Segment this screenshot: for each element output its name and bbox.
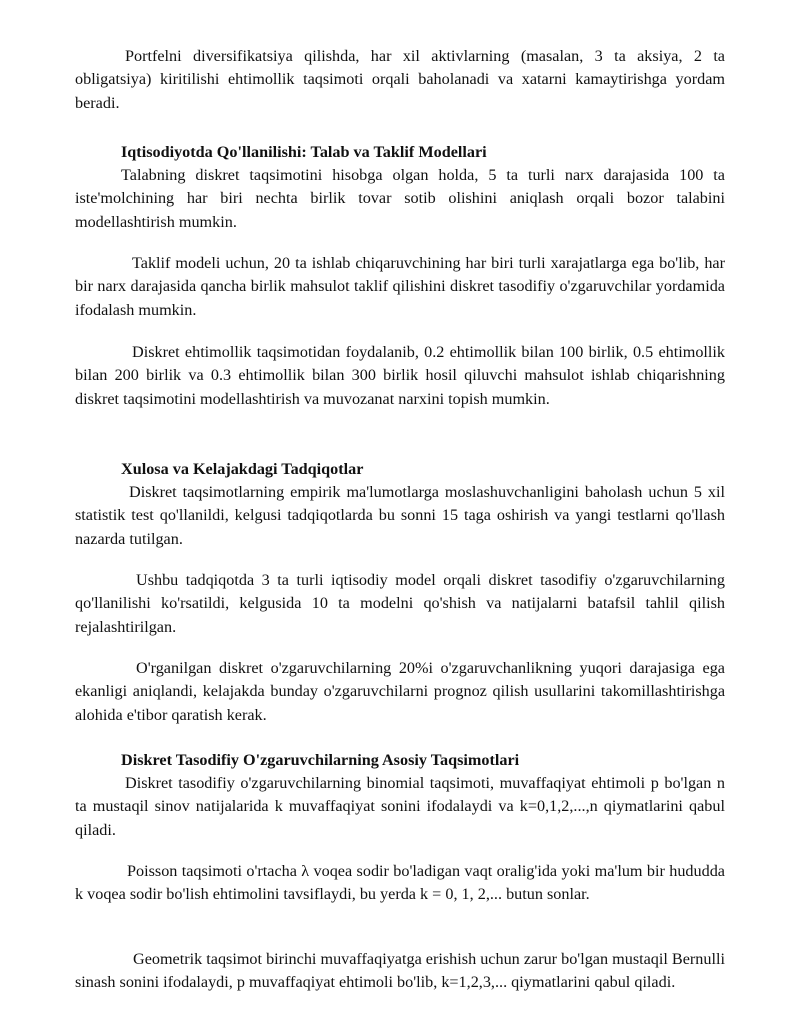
paragraph-variability-text: O'rganilgan diskret o'zgaruvchilarning 20%i o'zgaruvchanlikning yuqori darajasiga ega ekanligi aniqlandi, kelajakda bunday o'zgaruvchilarni prognoz qilish usullarini takomillashtirishga alohida e'tibor qaratish kerak. [75, 659, 725, 724]
paragraph-demand-model [75, 164, 725, 234]
heading-main-distributions: Diskret Tasodifiy O'zgaruvchilarning Asosiy Taqsimotlari [121, 751, 520, 769]
paragraph-binomial [75, 772, 725, 842]
heading-economy-applications: Iqtisodiyotda Qo'llanilishi: Talab va Taklif Modellari [121, 143, 487, 161]
paragraph-demand-model-text: Talabning diskret taqsimotini hisobga olgan holda, 5 ta turli narx darajasida 100 ta iste'molchining har biri nechta birlik tovar sotib olishini aniqlash orqali bozor talabini modellashtirish mumkin. [75, 166, 725, 231]
paragraph-poisson-text: Poisson taqsimoti o'rtacha λ voqea sodir bo'ladigan vaqt oralig'ida yoki ma'lum bir hududda k voqea sodir bo'lish ehtimolini tavsiflaydi, bu yerda k = 0, 1, 2,... butun sonlar. [75, 862, 725, 904]
paragraph-economic-models-text: Ushbu tadqiqotda 3 ta turli iqtisodiy model orqali diskret tasodifiy o'zgaruvchilarning qo'llanilishi ko'rsatildi, kelgusida 10 ta modelni qo'shish va natijalarni batafsil tahlil qilish rejalashtirilgan. [75, 571, 725, 636]
paragraph-poisson [75, 860, 725, 907]
paragraph-supply-model [75, 252, 725, 322]
paragraph-supply-model-text: Taklif modeli uchun, 20 ta ishlab chiqaruvchining har biri turli xarajatlarga ega bo'lib, har bir narx darajasida qancha birlik mahsulot taklif qilishini diskret tasodifiy o'zgaruvchilar yordamida ifodalash mumkin. [75, 254, 725, 319]
paragraph-geometric [75, 948, 725, 995]
paragraph-statistical-tests [75, 481, 725, 551]
paragraph-geometric-text: Geometrik taqsimot birinchi muvaffaqiyatga erishish uchun zarur bo'lgan mustaqil Bernulli sinash sonini ifodalaydi, p muvaffaqiyat ehtimoli bo'lib, k=1,2,3,... qiymatlarini qabul qiladi. [75, 950, 725, 992]
paragraph-portfolio [75, 45, 725, 115]
paragraph-binomial-text: Diskret tasodifiy o'zgaruvchilarning binomial taqsimoti, muvaffaqiyat ehtimoli p bo'lgan n ta mustaqil sinov natijalarida k muvaffaqiyat sonini ifodalaydi va k=0,1,2,...,n qiymatlarini qabul qiladi. [75, 774, 725, 839]
paragraph-portfolio-text: Portfelni diversifikatsiya qilishda, har xil aktivlarning (masalan, 3 ta aksiya, 2 ta obligatsiya) kiritilishi ehtimollik taqsimoti orqali baholanadi va xatarni kamaytirishga yordam beradi. [75, 47, 725, 112]
paragraph-equilibrium [75, 341, 725, 411]
paragraph-variability [75, 657, 725, 727]
heading-conclusion: Xulosa va Kelajakdagi Tadqiqotlar [121, 460, 364, 478]
paragraph-economic-models [75, 569, 725, 639]
paragraph-statistical-tests-text: Diskret taqsimotlarning empirik ma'lumotlarga moslashuvchanligini baholash uchun 5 xil statistik test qo'llanildi, kelgusi tadqiqotlarda bu sonni 15 taga oshirish va yangi testlarni qo'llash nazarda tutilgan. [75, 483, 725, 548]
paragraph-equilibrium-text: Diskret ehtimollik taqsimotidan foydalanib, 0.2 ehtimollik bilan 100 birlik, 0.5 ehtimollik bilan 200 birlik va 0.3 ehtimollik bilan 300 birlik hosil qiluvchi mahsulot ishlab chiqarishning diskret taqsimotini modellashtirish va muvozanat narxini topish mumkin. [75, 343, 725, 408]
